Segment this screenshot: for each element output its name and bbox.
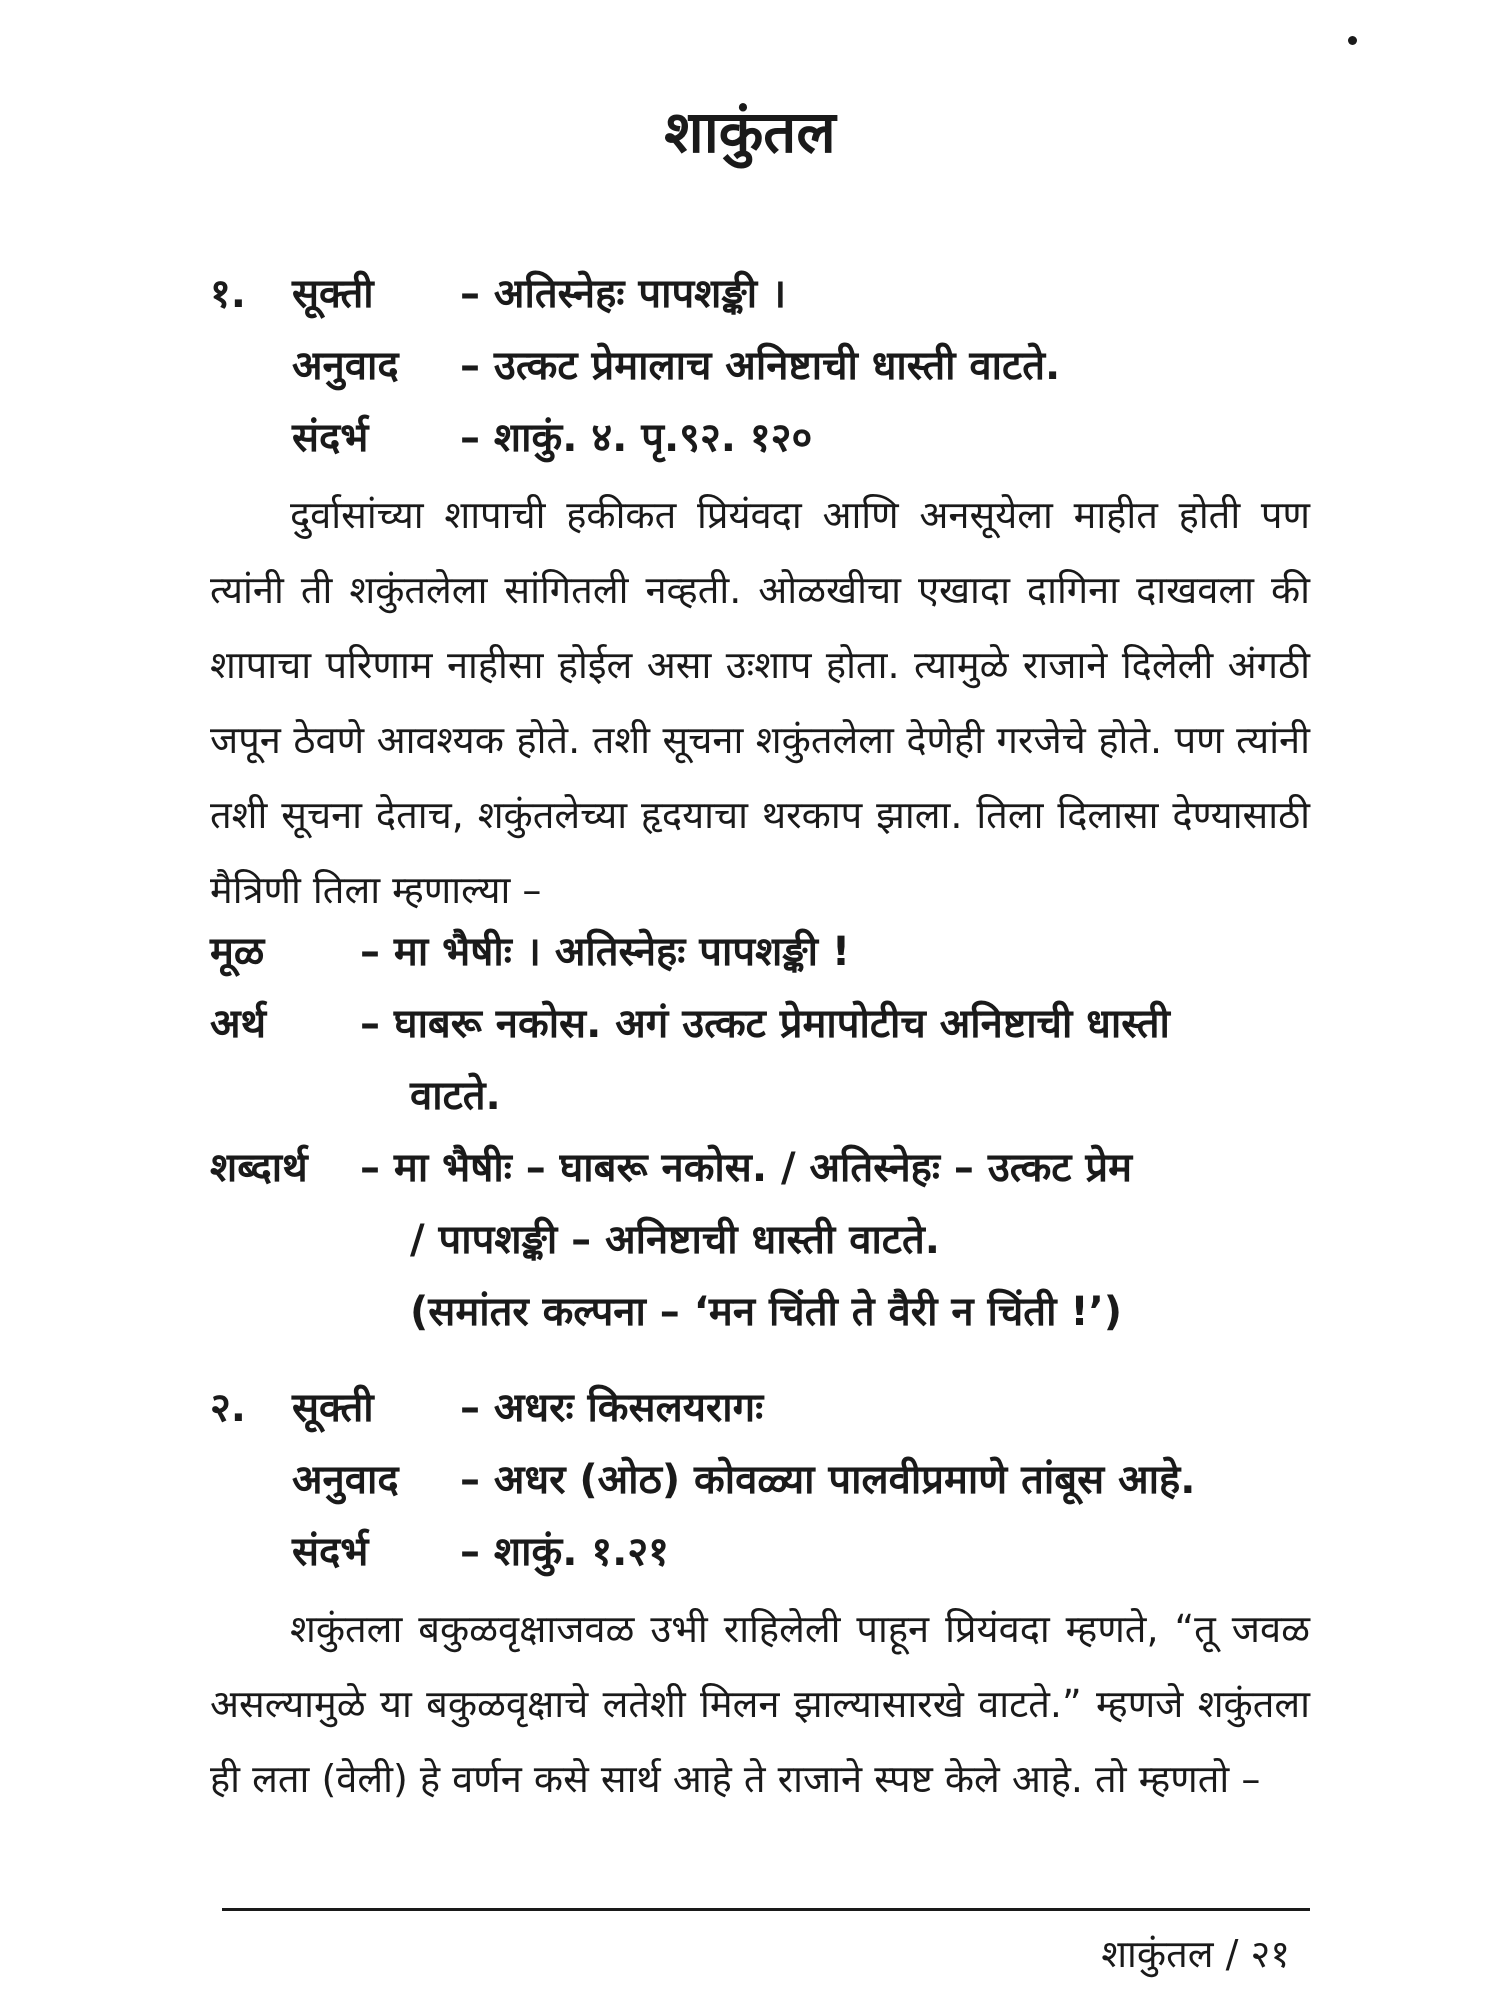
item1-sandarbh-text: – शाकुं. ४. पृ.९२. १२० — [460, 415, 813, 461]
shabdarth-text-line2: / पापशङ्की – अनिष्टाची धास्ती वाटते. — [410, 1217, 940, 1263]
item1-anuvad-text: – उत्कट प्रेमालाच अनिष्टाची धास्ती वाटते. — [460, 343, 1061, 389]
page-footer: शाकुंतल / २१ — [1101, 1932, 1290, 1976]
arth-text-line1: – घाबरू नकोस. अगं उत्कट प्रेमापोटीच अनिष्टाची धास्ती — [360, 1001, 1170, 1047]
item2-anuvad-text: – अधर (ओठ) कोवळ्या पालवीप्रमाणे तांबूस आहे. — [460, 1457, 1196, 1503]
page-title: शाकुंतल — [664, 98, 836, 166]
item2-number: २. — [210, 1385, 246, 1431]
item2-anuvad-label: अनुवाद — [292, 1457, 399, 1503]
item2-paragraph: शकुंतला बकुळवृक्षाजवळ उभी राहिलेली पाहून प्रियंवदा म्हणते, “तू जवळ असल्यामुळे या बकुळवृक्षाचे लतेशी मिलन झाल्यासारखे वाटते.” म्हणजे शकुंतला ही लता (वेली) हे वर्णन कसे सार्थ आहे ते राजाने स्पष्ट केले आहे. तो म्हणतो – — [210, 1607, 1310, 1801]
mool-text: – मा भैषीः । अतिस्नेहः पापशङ्की ! — [360, 929, 851, 975]
shabdarth-text-line1: – मा भैषीः – घाबरू नकोस. / अतिस्नेहः – उत्कट प्रेम — [360, 1145, 1133, 1191]
mool-label: मूळ — [210, 929, 265, 975]
shabdarth-label: शब्दार्थ — [210, 1145, 308, 1191]
parallel-idea: (समांतर कल्पना – ‘मन चिंती ते वैरी न चिंती !’) — [410, 1289, 1123, 1335]
item1-sukti-text: – अतिस्नेहः पापशङ्की । — [460, 271, 787, 317]
ink-dot — [1348, 36, 1357, 45]
item1-sandarbh-label: संदर्भ — [292, 415, 369, 461]
arth-label: अर्थ — [210, 1001, 267, 1047]
item1-number: १. — [210, 271, 246, 317]
item1-paragraph: दुर्वासांच्या शापाची हकीकत प्रियंवदा आणि अनसूयेला माहीत होती पण त्यांनी ती शकुंतलेला सांगितली नव्हती. ओळखीचा एखादा दागिना दाखवला की शापाचा परिणाम नाहीसा होईल असा उःशाप होता. त्यामुळे राजाने दिलेली अंगठी जपून ठेवणे आवश्यक होते. तशी सूचना शकुंतलेला देणेही गरजेचे होते. पण त्यांनी तशी सूचना देताच, शकुंतलेच्या हृदयाचा थरकाप झाला. तिला दिलासा देण्यासाठी मैत्रिणी तिला म्हणाल्या – — [210, 493, 1310, 912]
footer-rule — [222, 1908, 1310, 1911]
item2-sandarbh-text: – शाकुं. १.२१ — [460, 1529, 669, 1575]
item1-sukti-label: सूक्ती — [292, 271, 374, 317]
item1-anuvad-label: अनुवाद — [292, 343, 399, 389]
arth-text-line2: वाटते. — [410, 1073, 501, 1119]
item2-sandarbh-label: संदर्भ — [292, 1529, 369, 1575]
item2-sukti-text: – अधरः किसलयरागः — [460, 1385, 764, 1431]
item2-sukti-label: सूक्ती — [292, 1385, 374, 1431]
